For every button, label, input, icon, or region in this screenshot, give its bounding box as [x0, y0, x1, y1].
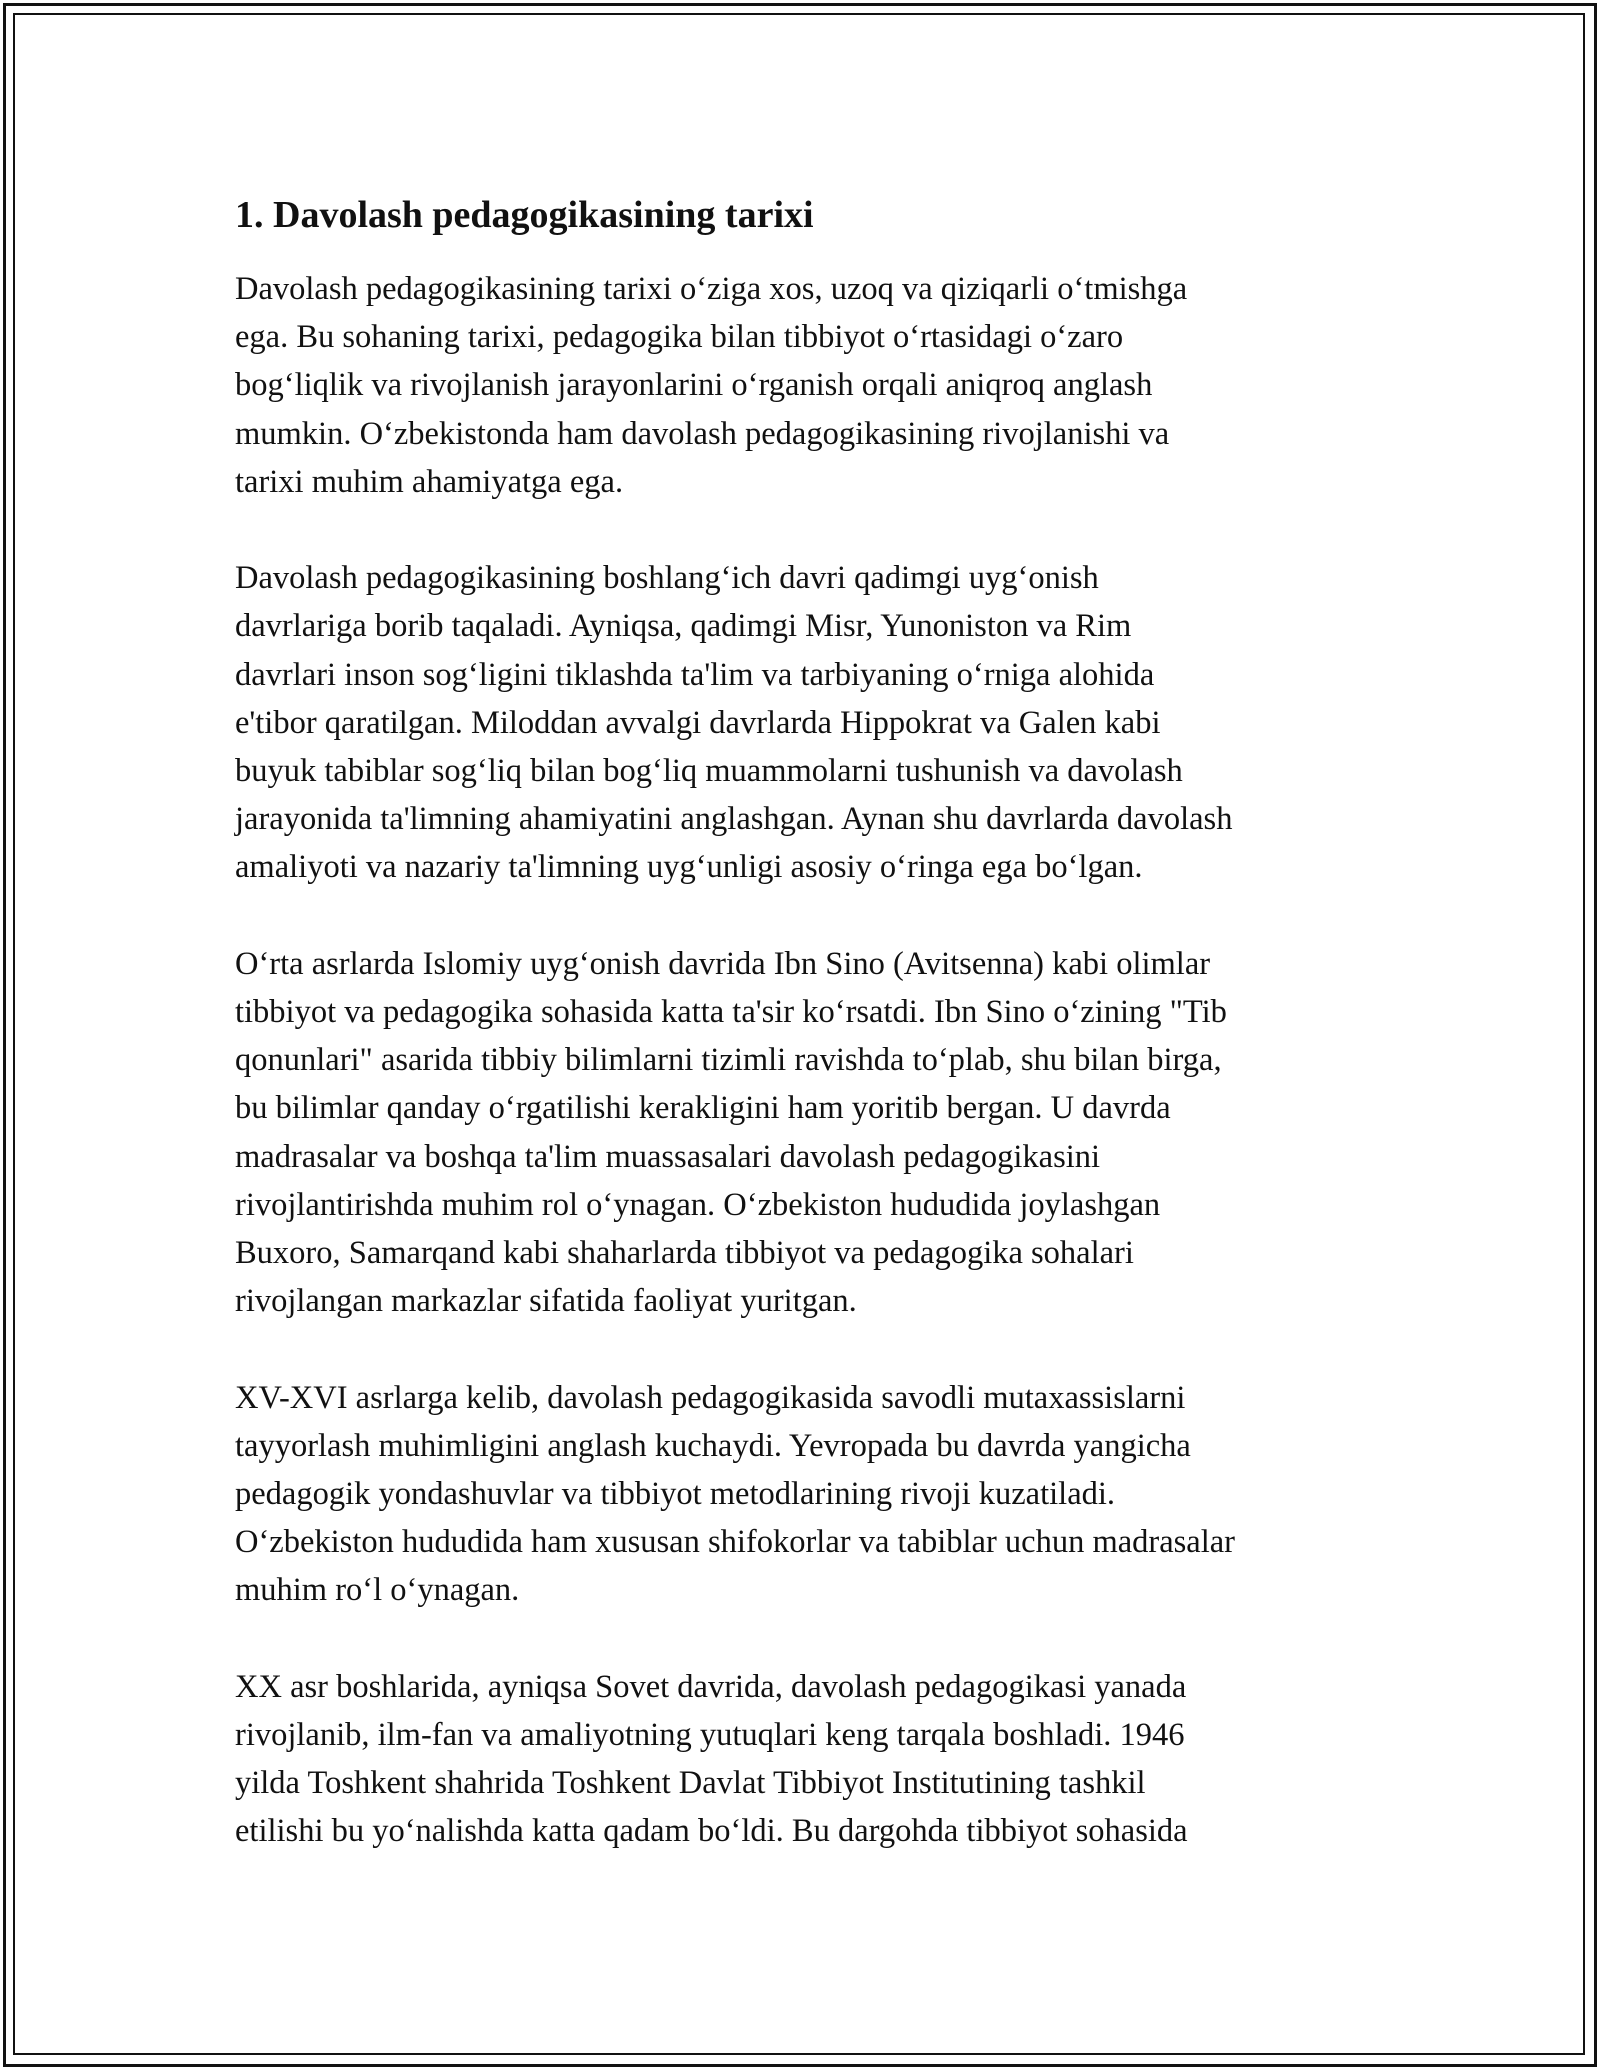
paragraph-line: yilda Toshkent shahrida Toshkent Davlat Tibbiyot Institutining tashkil [235, 1765, 1146, 1802]
paragraph-line: rivojlangan markazlar sifatida faoliyat yuritgan. [235, 1283, 857, 1320]
paragraph-line: XX asr boshlarida, ayniqsa Sovet davrida, davolash pedagogikasi yanada [235, 1668, 1187, 1705]
paragraph-1 [235, 265, 1375, 506]
paragraph-line: tayyorlash muhimligini anglash kuchaydi. Yevropada bu davrda yangicha [235, 1427, 1191, 1464]
section-heading: 1. Davolash pedagogikasining tarixi [235, 194, 814, 236]
paragraph-line: madrasalar va boshqa ta'lim muassasalari davolash pedagogikasini [235, 1138, 1101, 1175]
paragraph-line: amaliyoti va nazariy ta'limning uyg‘unligi asosiy o‘ringa ega bo‘lgan. [235, 849, 1143, 886]
paragraph-line: O‘rta asrlarda Islomiy uyg‘onish davrida Ibn Sino (Avitsenna) kabi olimlar [235, 945, 1211, 982]
paragraph-line: Davolash pedagogikasining boshlang‘ich davri qadimgi uyg‘onish [235, 560, 1099, 597]
paragraph-line: tibbiyot va pedagogika sohasida katta ta'sir ko‘rsatdi. Ibn Sino o‘zining "Tib [235, 994, 1227, 1031]
paragraph-line: davrlari inson sog‘ligini tiklashda ta'lim va tarbiyaning o‘rniga alohida [235, 656, 1155, 693]
paragraph-3 [235, 940, 1375, 1326]
paragraph-line: davrlariga borib taqaladi. Ayniqsa, qadimgi Misr, Yunoniston va Rim [235, 608, 1132, 645]
paragraph-line: buyuk tabiblar sog‘liq bilan bog‘liq muammolarni tushunish va davolash [235, 753, 1183, 790]
paragraph-line: rivojlantirishda muhim rol o‘ynagan. O‘zbekiston hududida joylashgan [235, 1186, 1161, 1223]
paragraph-line: Davolash pedagogikasining tarixi o‘ziga xos, uzoq va qiziqarli o‘tmishga [235, 271, 1188, 307]
paragraph-line: O‘zbekiston hududida ham xususan shifokorlar va tabiblar uchun madrasalar [235, 1524, 1235, 1561]
paragraph-line: muhim ro‘l o‘ynagan. [235, 1572, 520, 1609]
paragraph-line: mumkin. O‘zbekistonda ham davolash pedagogikasining rivojlanishi va [235, 415, 1170, 452]
document-body [235, 185, 1375, 1904]
paragraph-line: rivojlanib, ilm-fan va amaliyotning yutuqlari keng tarqala boshladi. 1946 [235, 1717, 1185, 1754]
paragraph-2 [235, 554, 1375, 891]
paragraph-list [235, 265, 1375, 1856]
paragraph-4 [235, 1374, 1375, 1615]
paragraph-line: ega. Bu sohaning tarixi, pedagogika bilan tibbiyot o‘rtasidagi o‘zaro [235, 319, 1124, 356]
paragraph-line: Buxoro, Samarqand kabi shaharlarda tibbiyot va pedagogika sohalari [235, 1235, 1134, 1272]
paragraph-line: tarixi muhim ahamiyatga ega. [235, 463, 624, 500]
paragraph-line: bog‘liqlik va rivojlanish jarayonlarini o‘rganish orqali aniqroq anglash [235, 367, 1153, 404]
paragraph-line: etilishi bu yo‘nalishda katta qadam bo‘ldi. Bu dargohda tibbiyot sohasida [235, 1813, 1188, 1850]
paragraph-line: XV-XVI asrlarga kelib, davolash pedagogikasida savodli mutaxassislarni [235, 1379, 1186, 1416]
paragraph-line: qonunlari" asarida tibbiy bilimlarni tizimli ravishda to‘plab, shu bilan birga, [235, 1042, 1222, 1079]
paragraph-line: bu bilimlar qanday o‘rgatilishi kerakligini ham yoritib bergan. U davrda [235, 1090, 1171, 1127]
paragraph-line: pedagogik yondashuvlar va tibbiyot metodlarining rivoji kuzatiladi. [235, 1476, 1116, 1513]
paragraph-5 [235, 1663, 1375, 1856]
paragraph-line: e'tibor qaratilgan. Miloddan avvalgi davrlarda Hippokrat va Galen kabi [235, 704, 1161, 741]
paragraph-line: jarayonida ta'limning ahamiyatini anglashgan. Aynan shu davrlarda davolash [235, 801, 1233, 838]
